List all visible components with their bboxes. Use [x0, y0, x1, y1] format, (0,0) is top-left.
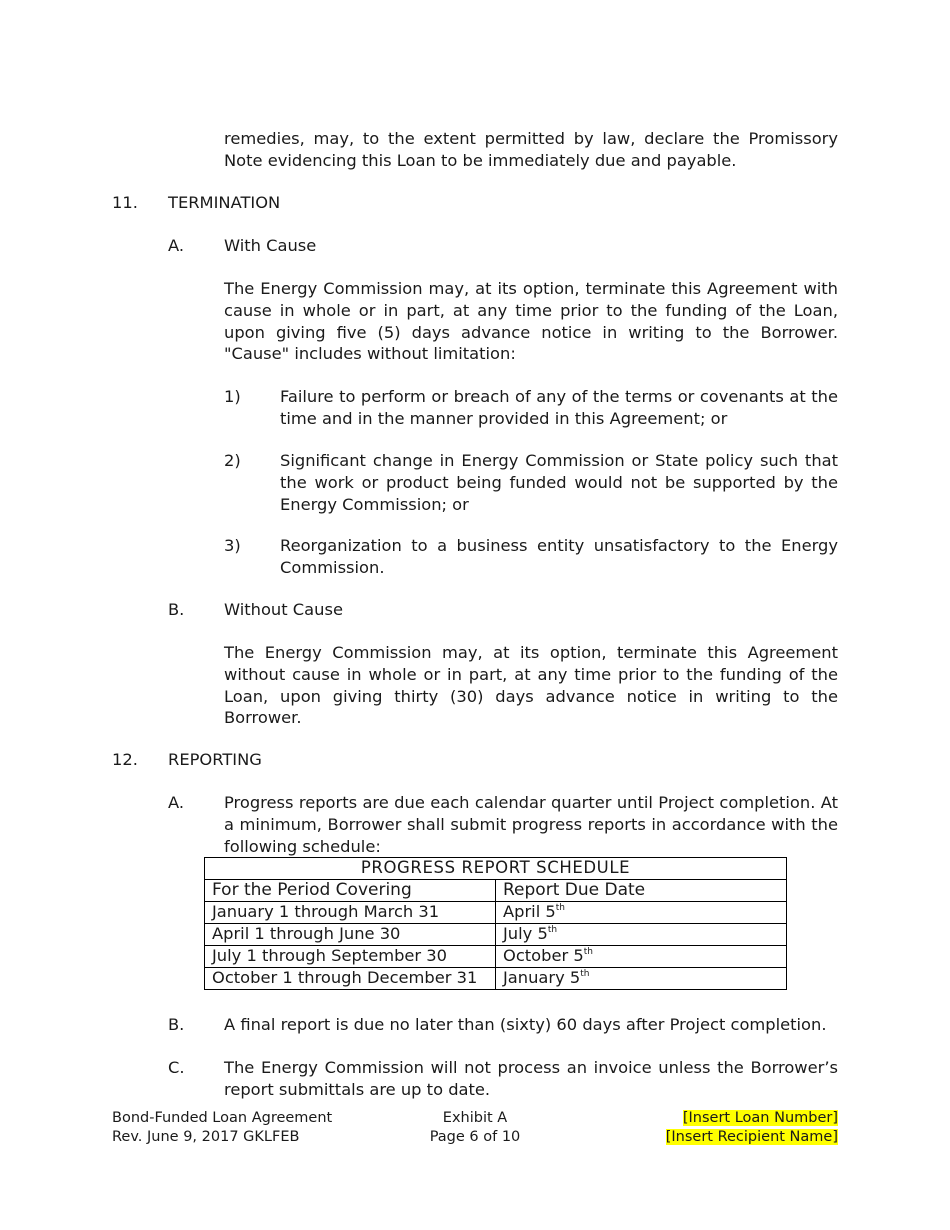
due-date-cell [496, 902, 787, 924]
period-cell: April 1 through June 30 [205, 924, 496, 946]
section-11-title: TERMINATION [168, 193, 281, 212]
due-date-cell [496, 924, 787, 946]
section-11-number: 11. [112, 193, 138, 212]
table-title: PROGRESS REPORT SCHEDULE [205, 858, 787, 880]
list-item-2-text: Significant change in Energy Commission or State policy such that the work or product being funded would not be supported by the Energy Commission; or [280, 451, 838, 514]
table-row [205, 902, 787, 924]
footer-loan-number-placeholder: [Insert Loan Number] [682, 1110, 838, 1126]
section-11b-body: The Energy Commission may, at its option, terminate this Agreement without cause in whole or in part, at any time prior to the funding of the Loan, upon giving thirty (30) days advance notice in writing to the Borrower. [224, 643, 838, 728]
table-header-row [205, 880, 787, 902]
footer-center [395, 1109, 555, 1146]
table-row [205, 968, 787, 990]
footer-right [600, 1109, 838, 1146]
intro-paragraph: remedies, may, to the extent permitted by law, declare the Promissory Note evidencing this Loan to be immediately due and payable. [224, 129, 838, 170]
section-11a-body: The Energy Commission may, at its option, terminate this Agreement with cause in whole or in part, at any time prior to the funding of the Loan, upon giving five (5) days advance notice in writing to the Borrower. "Cause" includes without limitation: [224, 279, 838, 364]
ordinal-suffix: th [580, 969, 590, 979]
section-12c-body: The Energy Commission will not process an invoice unless the Borrower’s report submittals are up to date. [224, 1058, 838, 1099]
due-date-cell [496, 946, 787, 968]
section-11a-heading: With Cause [224, 236, 317, 255]
due-date: January 5 [503, 968, 581, 987]
table-title-row [205, 858, 787, 880]
due-date: July 5 [503, 924, 548, 943]
section-12a-letter: A. [168, 793, 185, 812]
section-12b-letter: B. [168, 1015, 185, 1034]
footer-page-number: Page 6 of 10 [429, 1128, 521, 1145]
footer-left [112, 1109, 372, 1146]
list-item-3-text: Reorganization to a business entity unsatisfactory to the Energy Commission. [280, 536, 838, 577]
section-11b-letter: B. [168, 600, 185, 619]
ordinal-suffix: th [583, 947, 593, 957]
column-header-period: For the Period Covering [205, 880, 496, 902]
ordinal-suffix: th [547, 925, 558, 935]
progress-report-schedule-table [204, 857, 787, 990]
period-cell: October 1 through December 31 [205, 968, 496, 990]
footer-exhibit: Exhibit A [442, 1110, 508, 1126]
table-row [205, 946, 787, 968]
section-11a-letter: A. [168, 236, 185, 255]
list-item-1-text: Failure to perform or breach of any of the terms or covenants at the time and in the manner provided in this Agreement; or [280, 387, 838, 428]
due-date: October 5 [503, 946, 584, 965]
section-12-title: REPORTING [168, 750, 262, 769]
list-item-1-number: 1) [224, 387, 241, 406]
section-11b-heading: Without Cause [224, 600, 343, 619]
list-item-2-number: 2) [224, 451, 241, 470]
section-12b-body: A final report is due no later than (sixty) 60 days after Project completion. [224, 1015, 827, 1034]
due-date-cell [496, 968, 787, 990]
footer-document-name: Bond-Funded Loan Agreement [112, 1110, 333, 1126]
footer-revision: Rev. June 9, 2017 GKLFEB [112, 1128, 300, 1145]
period-cell: January 1 through March 31 [205, 902, 496, 924]
list-item-3-number: 3) [224, 536, 241, 555]
section-12a-body: Progress reports are due each calendar quarter until Project completion. At a minimum, Borrower shall submit progress reports in accordance with the following schedule: [224, 793, 838, 856]
due-date: April 5 [503, 902, 556, 921]
footer-recipient-name-placeholder: [Insert Recipient Name] [665, 1128, 838, 1145]
ordinal-suffix: th [555, 903, 565, 913]
table-row [205, 924, 787, 946]
period-cell: July 1 through September 30 [205, 946, 496, 968]
section-12c-letter: C. [168, 1058, 185, 1077]
section-12-number: 12. [112, 750, 138, 769]
column-header-due-date: Report Due Date [496, 880, 787, 902]
